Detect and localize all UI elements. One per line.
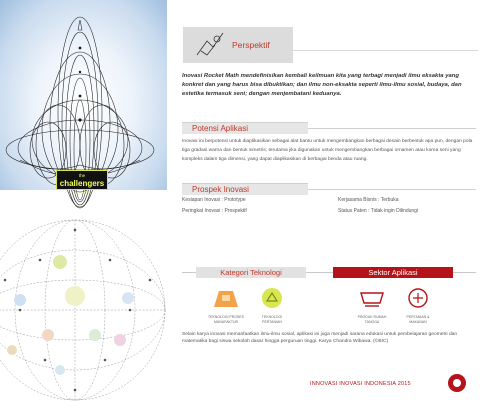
potensi-divider bbox=[308, 128, 476, 129]
perspektif-divider bbox=[293, 50, 478, 51]
plant-icon bbox=[89, 329, 101, 341]
household-icon bbox=[357, 287, 387, 309]
potensi-section-bar bbox=[182, 122, 308, 134]
kategori-title: Kategori Teknologi bbox=[196, 267, 306, 278]
globe-illustration bbox=[0, 200, 170, 407]
abstract-text: Inovasi Rocket Math mendefinisikan kembali keilmuan kita yang terbagi menjadi ilmu eksakta yang konkret dan yang harus bisa dibuktikan; dan ilmu non-eksakta seperti ilmu-ilmu sosial, budaya, dan estetika termasuk seni; dengan menjembatani keduanya. bbox=[182, 73, 462, 97]
prospek-cell: Peringkat Inovasi : Prospektif bbox=[182, 208, 247, 214]
sektor-pertanian-makanan: PERTANIAN & MAKANAN bbox=[398, 287, 438, 324]
cover-illustration bbox=[0, 0, 167, 194]
brand-logo-icon bbox=[448, 374, 466, 392]
manufacture-icon bbox=[211, 287, 241, 309]
house-icon bbox=[7, 345, 17, 355]
gear-icon bbox=[122, 292, 134, 304]
tool-icon bbox=[42, 329, 54, 341]
prospek-cell: Kerjasama Bisnis : Terbuka bbox=[338, 197, 399, 203]
food-icon bbox=[403, 287, 433, 309]
badge-sub-text: innovasi bbox=[74, 189, 90, 194]
prospek-cell: Kesiapan Inovasi : Prototype bbox=[182, 197, 246, 203]
sketch-icon bbox=[193, 29, 229, 61]
leaf-icon bbox=[53, 255, 67, 269]
drop-icon bbox=[55, 365, 65, 375]
water-icon bbox=[14, 294, 26, 306]
flower-icon bbox=[114, 334, 126, 346]
prospek-cell: Status Paten : Tidak ingin Dilindungi bbox=[338, 208, 419, 214]
bulb-icon bbox=[65, 286, 85, 306]
prospek-row bbox=[182, 197, 476, 206]
sektor-title: Sektor Aplikasi bbox=[333, 267, 453, 278]
recycle-icon bbox=[257, 287, 287, 309]
kategori-pertanian: TEKNOLOGI PERTANIAN bbox=[252, 287, 292, 324]
spirograph-drawing bbox=[0, 0, 167, 190]
prospek-section-bar bbox=[182, 183, 308, 195]
potensi-title: Potensi Aplikasi bbox=[192, 124, 249, 133]
brand-text: INNOVASI INOVASI INDONESIA 2015 bbox=[310, 381, 411, 387]
perspektif-title: Perspektif bbox=[232, 40, 270, 50]
prospek-row bbox=[182, 208, 476, 217]
prospek-title: Prospek Inovasi bbox=[192, 185, 249, 194]
challengers-badge bbox=[56, 170, 108, 194]
kategori-manufaktur: TEKNOLOGI PROSES MANUFAKTUR bbox=[206, 287, 246, 324]
potensi-text: Inovasi ini berpotensi untuk diaplikasikan sebagai alat bantu untuk mengembangkan berbagai desain berbentuk apa pun, dengan pola tiga gradasi warna dan bentuk simetris; terutama jika digunakan untuk mengembangkan berbagai ornamen atau korea seni yang kompleks dalam tiga dimensi, yang dapat diaplikasikan di berbagai benda atau ruang. bbox=[182, 139, 473, 162]
footer-text: Selain karya inovasi memanfaatkan ilmu-ilmu sosial, aplikasi ini juga menjadi sarana edukasi untuk pembelajaran geometri dan matematika bagi siswa sekolah dasar hingga perguruan tinggi. Karya Chandra Wibawa. (©BIC) bbox=[182, 332, 458, 344]
prospek-divider bbox=[308, 189, 476, 190]
badge-main-text: challengers bbox=[59, 179, 105, 188]
sektor-rumah-tangga: PRODUK RUMAH TANGGA bbox=[352, 287, 392, 324]
badge-top-text: the bbox=[78, 173, 86, 178]
